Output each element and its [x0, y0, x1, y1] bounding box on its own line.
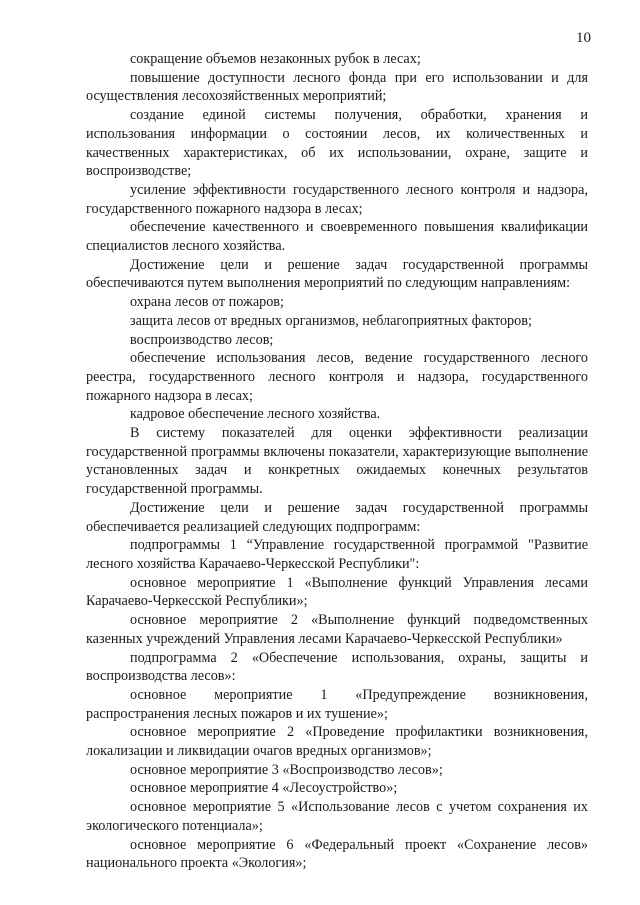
paragraph: обеспечение использования лесов, ведение государственного лесного реестра, государственного лесного контроля и надзора, государственного пожарного надзора в лесах; — [86, 350, 588, 404]
paragraph: кадровое обеспечение лесного хозяйства. — [130, 406, 381, 423]
page-number: 10 — [576, 30, 591, 46]
paragraph: основное мероприятие 2 «Проведение профилактики возникновения, локализации и ликвидации очагов вредных организмов»; — [86, 724, 588, 760]
paragraph: повышение доступности лесного фонда при его использовании и для осуществления лесохозяйственных мероприятий; — [86, 69, 588, 105]
paragraph: подпрограммы 1 “Управление государственной программой "Развитие лесного хозяйства Карачаево-Черкесской Республики": — [86, 537, 588, 572]
paragraph: основное мероприятие 2 «Выполнение функций подведомственных казенных учреждений Управления лесами Карачаево-Черкесской Республики» — [86, 612, 588, 647]
paragraph: обеспечение качественного и своевременного повышения квалификации специалистов лесного хозяйства. — [86, 219, 588, 255]
paragraph: основное мероприятие 1 «Предупреждение возникновения, распространения лесных пожаров и их тушение»; — [86, 686, 588, 722]
paragraph: основное мероприятие 3 «Воспроизводство лесов»; — [130, 761, 443, 778]
paragraph: основное мероприятие 5 «Использование лесов с учетом сохранения их экологического потенциала»; — [86, 799, 588, 834]
paragraph: основное мероприятие 6 «Федеральный проект «Сохранение лесов» национального проекта «Экология»; — [86, 836, 588, 872]
paragraph: подпрограмма 2 «Обеспечение использования, охраны, защиты и воспроизводства лесов»: — [86, 649, 588, 685]
paragraph: охрана лесов от пожаров; — [130, 294, 284, 311]
paragraph: основное мероприятие 1 «Выполнение функций Управления лесами Карачаево-Черкесской Республики»; — [86, 574, 588, 610]
paragraph: Достижение цели и решение задач государственной программы обеспечивается реализацией следующих подпрограмм: — [86, 499, 588, 535]
paragraph: В систему показателей для оценки эффективности реализации государственной программы включены показатели, характеризующие выполнение установленных задач и конкретных ожидаемых конечных результатов государственной программы. — [86, 425, 588, 498]
document-body — [86, 50, 588, 873]
paragraph: усиление эффективности государственного лесного контроля и надзора, государственного пожарного надзора в лесах; — [86, 181, 588, 217]
paragraph: воспроизводство лесов; — [130, 331, 274, 348]
paragraph: сокращение объемов незаконных рубок в лесах; — [130, 51, 421, 67]
paragraph: Достижение цели и решение задач государственной программы обеспечиваются путем выполнения мероприятий по следующим направлениям: — [86, 256, 588, 292]
paragraph: основное мероприятие 4 «Лесоустройство»; — [130, 780, 398, 797]
paragraph: создание единой системы получения, обработки, хранения и использования информации о состоянии лесов, их количественных и качественных характеристиках, об их использовании, охране, защите и воспроизводстве; — [86, 107, 588, 180]
paragraph: защита лесов от вредных организмов, неблагоприятных факторов; — [130, 312, 532, 329]
